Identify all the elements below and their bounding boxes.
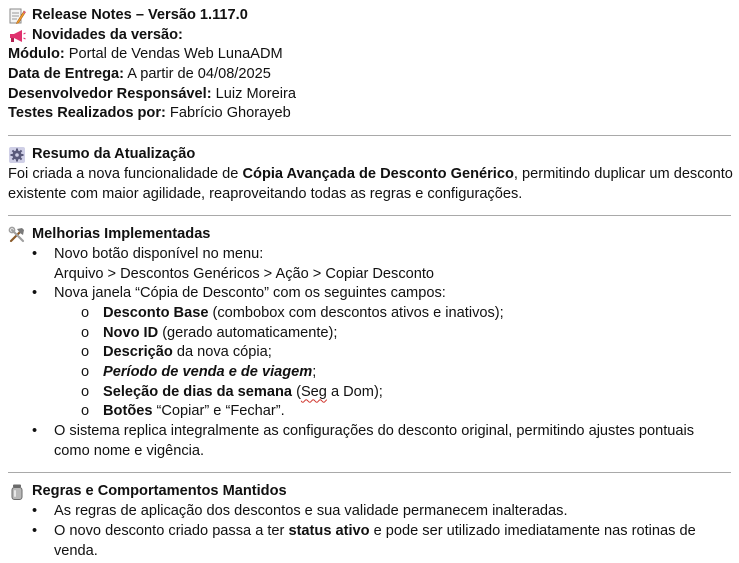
field-name: Descrição [103, 344, 173, 361]
field-desc: (gerado automaticamente); [158, 324, 338, 341]
improvements-heading-line [8, 225, 731, 245]
list-item [8, 284, 731, 304]
news-heading-line [8, 26, 731, 46]
field-desc: ( [292, 383, 301, 400]
field-name: Desconto Base [103, 304, 209, 321]
release-title: Release Notes – Versão 1.117.0 [32, 7, 248, 23]
item-text: Nova janela “Cópia de Desconto” com os seguintes campos: [54, 285, 446, 302]
field-desc: (combobox com descontos ativos e inativos); [208, 304, 504, 321]
list-item [8, 422, 731, 442]
bullet: • [32, 522, 38, 539]
item-text: e pode ser utilizado imediatamente nas rotinas de [369, 522, 696, 539]
release-title-line [8, 6, 731, 26]
bullet: • [32, 423, 38, 440]
summary-heading: Resumo da Atualização [32, 146, 196, 163]
date-label: Data de Entrega: [8, 66, 124, 83]
field-desc: ; [312, 364, 317, 380]
bullet: • [32, 503, 38, 520]
field-name: Seleção de dias da semana [103, 383, 293, 400]
menu-path-text: Arquivo > Descontos Genéricos > Ação > Copiar Desconto [54, 265, 435, 282]
hammer-wrench-icon [8, 226, 26, 244]
spellcheck-word: Seg [300, 383, 327, 400]
item-text: venda. [54, 542, 98, 559]
tests-label: Testes Realizados por: [8, 105, 166, 122]
summary-text-b: , permitindo duplicar um desconto [513, 165, 733, 182]
item-text: Novo botão disponível no menu: [54, 245, 264, 262]
item-text: As regras de aplicação dos descontos e sua validade permanecem inalteradas. [54, 503, 568, 520]
jar-icon [8, 483, 26, 501]
gear-icon [8, 146, 26, 164]
field-desc: da nova cópia; [172, 344, 272, 361]
developer-line [8, 85, 731, 105]
list-item [8, 522, 731, 542]
field-name: Período de venda e de viagem [103, 364, 313, 380]
sub-bullet: o [81, 344, 90, 361]
list-item [8, 502, 731, 522]
bullet: • [32, 245, 38, 262]
summary-line-1 [8, 165, 731, 185]
improvements-heading: Melhorias Implementadas [32, 226, 211, 243]
item-text: como nome e vigência. [54, 442, 205, 459]
sub-bullet: o [81, 364, 90, 380]
section-divider [8, 135, 731, 136]
developer-value: Luiz Moreira [211, 85, 296, 102]
item-text: O novo desconto criado passa a ter [54, 522, 289, 539]
sub-list-item [8, 304, 731, 324]
summary-heading-line [8, 145, 731, 165]
section-divider [8, 215, 731, 216]
date-line [8, 65, 731, 85]
summary-line-2 [8, 185, 731, 205]
sub-bullet: o [81, 403, 90, 420]
sub-list-item [8, 383, 731, 403]
sub-list-item [8, 343, 731, 363]
field-name: Novo ID [103, 324, 159, 341]
field-desc: “Copiar” e “Fechar”. [152, 403, 285, 420]
news-heading: Novidades da versão: [32, 26, 183, 43]
megaphone-icon [8, 27, 26, 45]
module-value: Portal de Vendas Web LunaADM [64, 46, 283, 63]
tests-value: Fabrício Ghorayeb [165, 105, 291, 122]
module-label: Módulo: [8, 46, 65, 63]
sub-list-item [8, 363, 731, 383]
summary-feature-name: Cópia Avançada de Desconto Genérico [242, 165, 514, 182]
list-item [8, 245, 731, 265]
rules-heading-line [8, 482, 731, 502]
developer-label: Desenvolvedor Responsável: [8, 85, 212, 102]
tests-line [8, 104, 731, 124]
list-item-continuation [8, 442, 731, 462]
summary-text-a: Foi criada a nova funcionalidade de [8, 165, 243, 182]
sub-list-item [8, 402, 731, 422]
item-text: O sistema replica integralmente as configurações do desconto original, permitindo ajustes pontuais [54, 423, 695, 440]
sub-bullet: o [81, 304, 90, 321]
date-value: A partir de 04/08/2025 [123, 66, 271, 83]
section-divider [8, 472, 731, 473]
memo-icon [8, 7, 26, 25]
list-item-continuation [8, 265, 731, 285]
list-item-continuation [8, 542, 731, 562]
status-text: status ativo [288, 522, 370, 539]
module-line [8, 45, 731, 65]
sub-bullet: o [81, 324, 90, 341]
summary-text-c: existente com maior agilidade, reaproveitando todas as regras e configurações. [8, 185, 523, 202]
sub-bullet: o [81, 383, 90, 400]
bullet: • [32, 285, 38, 302]
field-desc: a Dom); [326, 383, 383, 400]
rules-heading: Regras e Comportamentos Mantidos [32, 483, 287, 500]
sub-list-item [8, 324, 731, 344]
field-name: Botões [103, 403, 153, 420]
